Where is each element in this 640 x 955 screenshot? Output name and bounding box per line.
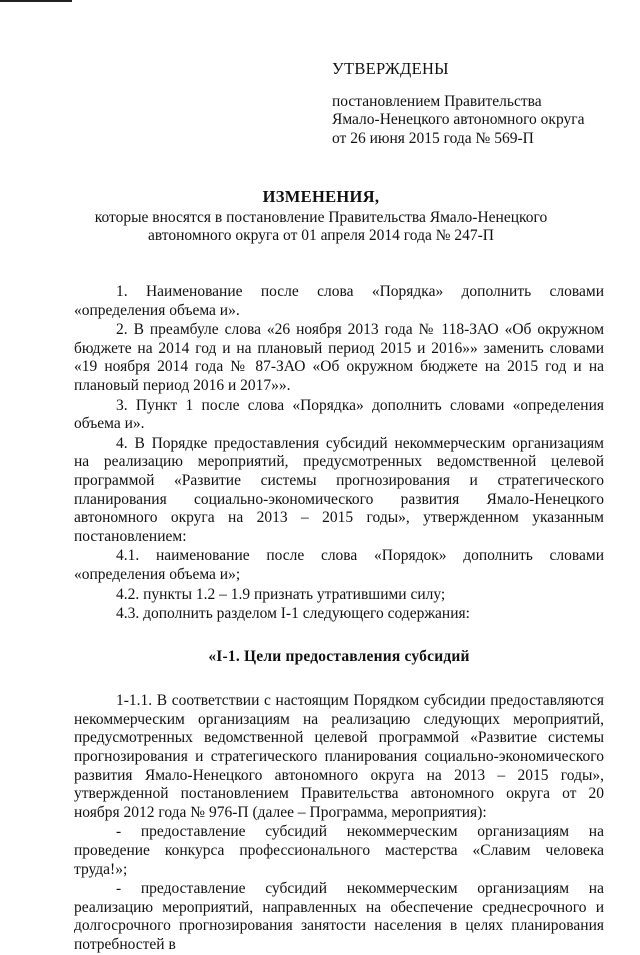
document-body [74, 283, 604, 955]
paragraph-4-1: 4.1. наименование после слова «Порядок» дополнить словами «определения объема и»; [74, 547, 604, 583]
document-subtitle-line-2: автономного округа от 01 апреля 2014 года № 247-П [148, 227, 494, 245]
bullet-item-1: - предоставление субсидий некоммерческим организациям на проведение конкурса профессионального мастерства «Славим человека труда!»; [74, 823, 604, 878]
bullet-item-2: - предоставление субсидий некоммерческим организациям на реализацию мероприятий, направленных на обеспечение среднесрочного и долгосрочного прогнозирования занятости населения в целях планирования потребностей в [74, 880, 604, 953]
paragraph-4: 4. В Порядке предоставления субсидий некоммерческим организациям на реализацию мероприятий, предусмотренных ведомственной целевой программой «Развитие системы прогнозирования и стратегического планирования социально-экономического развития Ямало-Ненецкого автономного округа на 2013 – 2015 годы», утвержденном указанным постановлением: [74, 434, 604, 545]
paragraph-4-2: 4.2. пункты 1.2 – 1.9 признать утратившими силу; [116, 585, 446, 603]
approval-block [332, 60, 622, 148]
document-subtitle-line-1: которые вносятся в постановление Правительства Ямало-Ненецкого [94, 208, 548, 226]
approval-line-2: Ямало-Ненецкого автономного округа [332, 111, 585, 129]
paragraph-4-3: 4.3. дополнить разделом I-1 следующего содержания: [116, 605, 470, 623]
approval-heading: УТВЕРЖДЕНЫ [332, 59, 449, 78]
paragraph-3: 3. Пункт 1 после слова «Порядка» дополнить словами «определения объема и». [74, 396, 604, 433]
section-heading: «I-1. Цели предоставления субсидий [208, 647, 470, 665]
document-title-block [40, 188, 602, 246]
approval-line-1: постановлением Правительства [332, 92, 542, 110]
document-title: ИЗМЕНЕНИЯ, [262, 187, 380, 206]
paragraph-2: 2. В преамбуле слова «26 ноября 2013 года № 118-ЗАО «Об окружном бюджете на 2014 год и на плановый период 2015 и 2016»» заменить словами «19 ноября 2014 года № 87-ЗАО «Об окружном бюджете на 2015 год и на плановый период 2016 и 2017»». [74, 321, 604, 394]
top-edge-mark [0, 0, 72, 2]
approval-line-3: от 26 июня 2015 года № 569-П [332, 129, 534, 147]
paragraph-1: 1. Наименование после слова «Порядка» дополнить словами «определения объема и». [74, 283, 604, 319]
paragraph-1-1-1: 1-1.1. В соответствии с настоящим Порядком субсидии предоставляются некоммерческим организациям на реализацию следующих мероприятий, предусмотренных ведомственной целевой программой «Развитие системы прогнозирования и стратегического планирования социально-экономического развития Ямало-Ненецкого автономного округа на 2013 – 2015 годы», утвержденной постановлением Правительства автономного округа от 20 ноября 2012 года № 976-П (далее – Программа, мероприятия): [74, 692, 604, 821]
